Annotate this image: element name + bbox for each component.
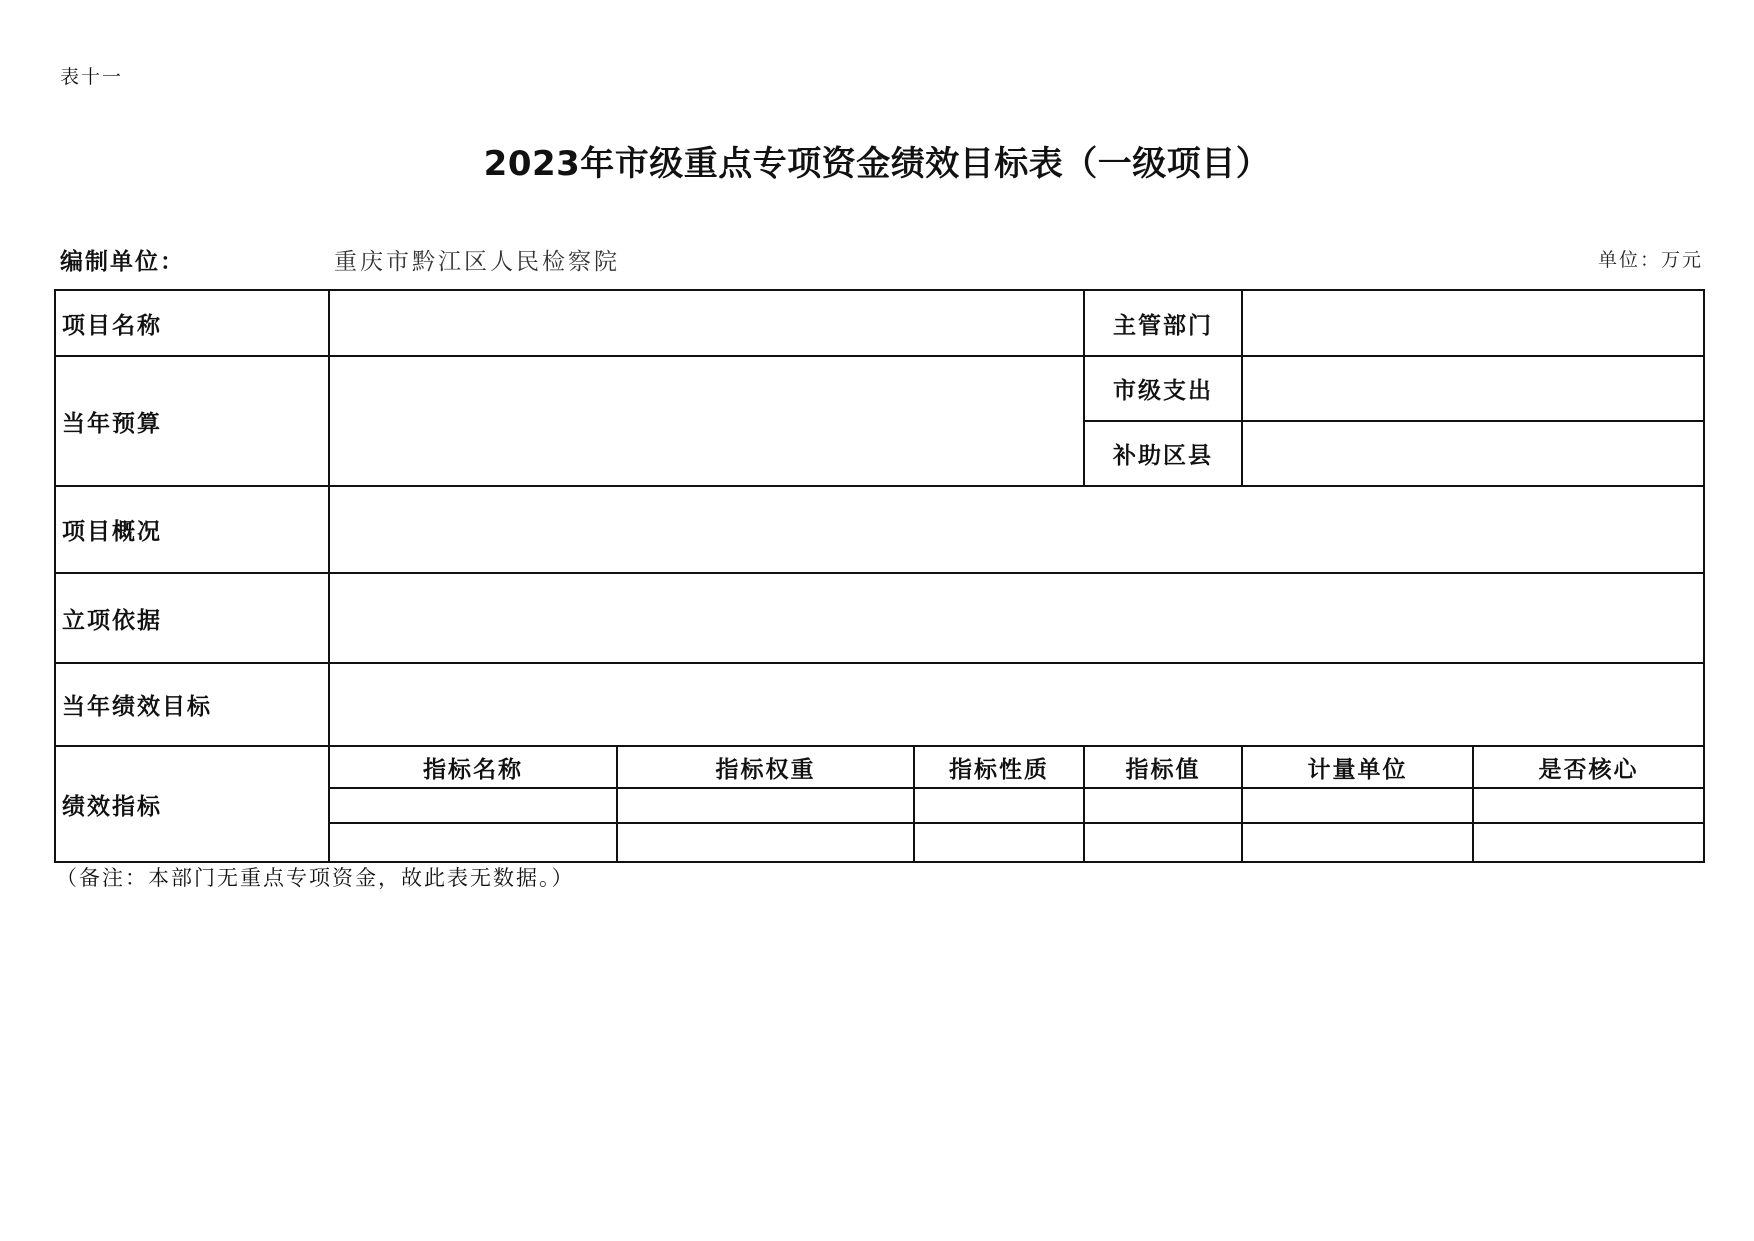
table-number: 表十一	[60, 66, 124, 88]
indicator-row-1	[331, 790, 1702, 822]
page-title: 2023年市级重点专项资金绩效目标表（一级项目）	[483, 144, 1271, 184]
indicator-header-value: 指标值	[1125, 755, 1201, 783]
city-expense-label: 市级支出	[1113, 377, 1213, 404]
goal-value	[331, 665, 1702, 745]
indicator-header-unit: 计量单位	[1307, 755, 1408, 783]
budget-value	[331, 358, 1083, 485]
unit-label: 单位：万元	[1597, 249, 1703, 271]
indicator-row-2	[331, 825, 1702, 861]
indicators-label: 绩效指标	[62, 792, 162, 820]
overview-label: 项目概况	[62, 518, 162, 545]
basis-label: 立项依据	[62, 606, 162, 634]
dept-value	[1244, 292, 1702, 355]
city-expense-value	[1244, 358, 1702, 420]
indicator-header-core: 是否核心	[1538, 755, 1639, 783]
dept-label: 主管部门	[1113, 311, 1213, 339]
org-label: 编制单位：	[60, 248, 185, 275]
indicator-header-weight: 指标权重	[715, 755, 816, 783]
subsidy-value	[1244, 423, 1702, 485]
indicator-header-name: 指标名称	[423, 755, 523, 783]
budget-label: 当年预算	[62, 409, 162, 437]
basis-value	[331, 575, 1702, 662]
overview-value	[331, 488, 1702, 572]
goal-label: 当年绩效目标	[62, 693, 212, 720]
subsidy-label: 补助区县	[1113, 442, 1213, 469]
org-value: 重庆市黔江区人民检察院	[334, 249, 620, 275]
footnote: （备注：本部门无重点专项资金，故此表无数据。）	[56, 866, 575, 890]
project-name-label: 项目名称	[62, 311, 162, 339]
indicator-header-nature: 指标性质	[949, 755, 1049, 783]
project-name-value	[331, 292, 1083, 355]
